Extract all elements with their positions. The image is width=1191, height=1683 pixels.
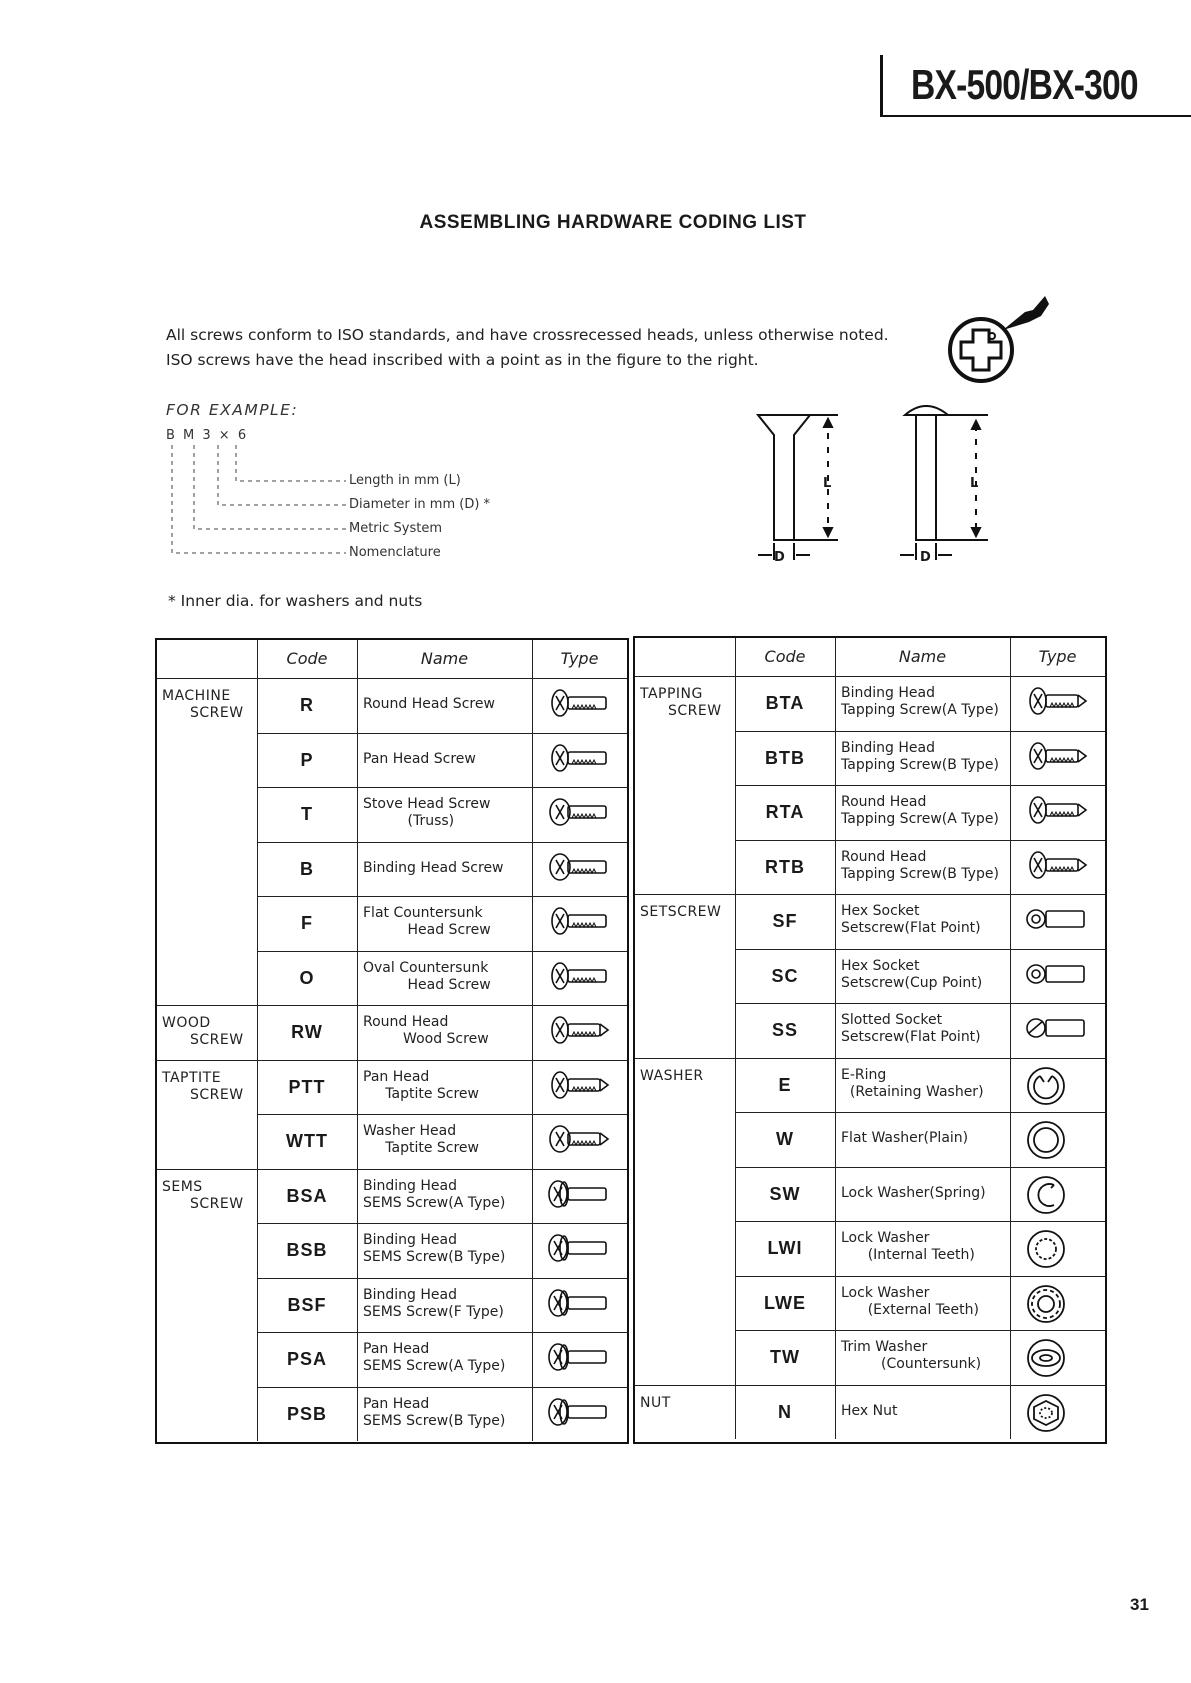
- header-code: Code: [286, 649, 328, 668]
- row-divider: [257, 951, 627, 952]
- row-divider: [257, 787, 627, 788]
- row-code: W: [776, 1129, 794, 1149]
- page-title: ASSEMBLING HARDWARE CODING LIST: [419, 212, 807, 233]
- row-code: BTB: [765, 747, 805, 768]
- spring-washer-icon: [1024, 1175, 1068, 1219]
- hex-nut-icon: [1024, 1393, 1068, 1437]
- iso-screw-head-icon: [945, 290, 1065, 390]
- row-name: Round Head Tapping Screw(A Type): [841, 794, 999, 827]
- category-label: SEMS SCREW: [162, 1178, 244, 1212]
- row-name: Binding Head Screw: [363, 859, 504, 876]
- column-divider: [835, 638, 836, 1439]
- washer-head-taptite-icon: [546, 1122, 610, 1160]
- row-code: LWI: [767, 1238, 803, 1258]
- flat-countersunk-screw-icon: [546, 904, 610, 942]
- dim-l-left: L: [823, 476, 832, 491]
- row-name: Lock Washer (Internal Teeth): [841, 1230, 975, 1263]
- row-code: PSA: [286, 1349, 327, 1369]
- row-name: Binding Head SEMS Screw(F Type): [363, 1286, 504, 1320]
- legend-metric: Metric System: [349, 521, 443, 536]
- column-divider: [357, 640, 358, 1441]
- row-name: Binding Head SEMS Screw(B Type): [363, 1232, 506, 1265]
- legend-diameter: Diameter in mm (D) *: [349, 497, 491, 512]
- row-divider: [735, 1221, 1105, 1222]
- tapping-screw-b-icon: [1024, 739, 1088, 777]
- right-hardware-table: [633, 636, 1107, 1444]
- category-label: WASHER: [640, 1067, 704, 1084]
- row-divider: [257, 733, 627, 734]
- row-name: Round Head Tapping Screw(B Type): [841, 848, 999, 882]
- row-divider: [735, 1330, 1105, 1331]
- row-code: SS: [771, 1020, 798, 1040]
- oval-countersunk-screw-icon: [546, 959, 610, 997]
- round-head-screw-icon: [546, 686, 610, 724]
- row-name: Lock Washer (External Teeth): [841, 1284, 979, 1318]
- row-code: O: [299, 967, 315, 988]
- model-header: [880, 55, 1191, 117]
- model-title: BX-500/BX-300: [911, 61, 1138, 108]
- row-divider: [735, 840, 1105, 841]
- header-code: Code: [764, 647, 806, 666]
- header-divider: [157, 678, 627, 679]
- row-divider: [635, 1385, 1105, 1386]
- pan-head-screw-icon: [546, 741, 610, 779]
- page-number: 31: [1130, 1595, 1149, 1614]
- row-divider: [257, 842, 627, 843]
- intro-line-1: All screws conform to ISO standards, and have crossrecessed heads, unless otherwise noted.: [166, 326, 889, 344]
- row-divider: [735, 1003, 1105, 1004]
- row-divider: [257, 1387, 627, 1388]
- row-code: SF: [772, 911, 798, 931]
- row-code: LWE: [764, 1292, 806, 1313]
- row-code: R: [300, 695, 314, 715]
- category-label: TAPPING SCREW: [640, 686, 722, 719]
- row-name: Round Head Wood Screw: [363, 1014, 489, 1047]
- row-divider: [735, 785, 1105, 786]
- binding-head-screw-icon: [546, 850, 610, 888]
- example-label: FOR EXAMPLE:: [166, 401, 299, 419]
- category-label: NUT: [640, 1394, 671, 1411]
- left-hardware-table: [155, 638, 629, 1444]
- row-name: Washer Head Taptite Screw: [363, 1123, 479, 1156]
- tapping-screw-a-icon: [1024, 684, 1088, 722]
- lock-washer-external-icon: [1024, 1284, 1068, 1328]
- round-tapping-a-icon: [1024, 793, 1088, 831]
- row-name: Pan Head SEMS Screw(B Type): [363, 1395, 506, 1429]
- column-divider: [532, 640, 533, 1441]
- row-code: RTA: [765, 802, 805, 822]
- row-name: Lock Washer(Spring): [841, 1184, 986, 1201]
- row-code: SW: [769, 1183, 801, 1204]
- row-divider: [157, 1060, 627, 1061]
- header-name: Name: [898, 647, 947, 666]
- row-code: E: [778, 1074, 792, 1095]
- e-ring-icon: [1024, 1066, 1068, 1110]
- category-label: WOOD SCREW: [162, 1015, 244, 1048]
- row-name: Pan Head Taptite Screw: [363, 1068, 479, 1102]
- trim-washer-icon: [1024, 1338, 1068, 1382]
- row-code: WTT: [286, 1131, 328, 1151]
- row-divider: [257, 1332, 627, 1333]
- taptite-screw-icon: [546, 1068, 610, 1106]
- row-name: Stove Head Screw (Truss): [363, 796, 491, 829]
- row-divider: [257, 1223, 627, 1224]
- row-name: Flat Countersunk Head Screw: [363, 905, 491, 938]
- row-code: RTB: [765, 856, 805, 877]
- row-name: Trim Washer (Countersunk): [841, 1339, 982, 1372]
- row-divider: [735, 731, 1105, 732]
- row-name: Binding Head SEMS Screw(A Type): [363, 1177, 506, 1211]
- header-divider: [635, 676, 1105, 677]
- dim-l-right: L: [970, 476, 979, 491]
- row-divider: [257, 896, 627, 897]
- intro-line-2: ISO screws have the head inscribed with a point as in the figure to the right.: [166, 351, 759, 369]
- pan-sems-a-icon: [546, 1340, 610, 1378]
- row-code: B: [300, 858, 314, 879]
- row-code: N: [778, 1401, 792, 1422]
- dim-d-right: D: [920, 550, 931, 565]
- flat-washer-icon: [1024, 1120, 1068, 1164]
- row-code: PTT: [288, 1076, 326, 1097]
- category-label: SETSCREW: [640, 904, 722, 920]
- row-code: BSF: [287, 1294, 327, 1315]
- row-name: E-Ring (Retaining Washer): [841, 1066, 984, 1100]
- row-divider: [635, 1058, 1105, 1059]
- row-name: Hex Nut: [841, 1402, 898, 1419]
- row-divider: [735, 1167, 1105, 1168]
- row-name: Binding Head Tapping Screw(A Type): [841, 685, 999, 718]
- sems-screw-f-icon: [546, 1286, 610, 1324]
- row-name: Pan Head SEMS Screw(A Type): [363, 1341, 506, 1374]
- row-name: Hex Socket Setscrew(Cup Point): [841, 957, 983, 991]
- stove-head-screw-icon: [546, 795, 610, 833]
- dim-d-left: D: [774, 550, 785, 565]
- row-code: P: [300, 749, 314, 770]
- row-name: Hex Socket Setscrew(Flat Point): [841, 903, 981, 936]
- row-divider: [157, 1005, 627, 1006]
- sems-screw-a-icon: [546, 1177, 610, 1215]
- header-name: Name: [420, 649, 469, 668]
- hex-setscrew-flat-icon: [1024, 902, 1088, 940]
- row-code: TW: [770, 1347, 800, 1367]
- legend-length: Length in mm (L): [349, 473, 461, 488]
- intro-text: [166, 323, 889, 373]
- header-type: Type: [1038, 647, 1077, 666]
- row-code: BSB: [286, 1240, 328, 1260]
- row-divider: [257, 1114, 627, 1115]
- row-code: PSB: [286, 1403, 327, 1424]
- footnote: * Inner dia. for washers and nuts: [168, 592, 423, 610]
- lock-washer-internal-icon: [1024, 1229, 1068, 1273]
- category-label: TAPTITE SCREW: [162, 1069, 244, 1103]
- header-type: Type: [560, 649, 599, 668]
- row-name: Flat Washer(Plain): [841, 1130, 969, 1146]
- row-divider: [635, 894, 1105, 895]
- row-code: SC: [771, 965, 799, 986]
- sems-screw-b-icon: [546, 1231, 610, 1269]
- row-divider: [257, 1278, 627, 1279]
- pan-sems-b-icon: [546, 1395, 610, 1433]
- row-code: T: [301, 804, 313, 824]
- row-name: Slotted Socket Setscrew(Flat Point): [841, 1012, 981, 1045]
- legend-nomenclature: Nomenclature: [349, 545, 441, 560]
- hex-setscrew-cup-icon: [1024, 957, 1088, 995]
- row-divider: [735, 1276, 1105, 1277]
- row-name: Binding Head Tapping Screw(B Type): [841, 739, 999, 773]
- row-name: Round Head Screw: [363, 696, 495, 712]
- row-divider: [735, 1112, 1105, 1113]
- category-label: MACHINE SCREW: [162, 688, 244, 721]
- row-name: Pan Head Screw: [363, 750, 476, 767]
- wood-screw-icon: [546, 1013, 610, 1051]
- row-code: RW: [291, 1022, 323, 1042]
- column-divider: [1010, 638, 1011, 1439]
- slotted-setscrew-icon: [1024, 1011, 1088, 1049]
- row-code: BTA: [765, 693, 805, 713]
- row-code: F: [301, 913, 313, 933]
- row-name: Oval Countersunk Head Screw: [363, 959, 491, 993]
- example-code: B M 3 × 6: [166, 428, 249, 443]
- round-tapping-b-icon: [1024, 848, 1088, 886]
- example-leader-lines: [166, 445, 356, 565]
- row-code: BSA: [286, 1185, 328, 1206]
- row-divider: [157, 1169, 627, 1170]
- row-divider: [735, 949, 1105, 950]
